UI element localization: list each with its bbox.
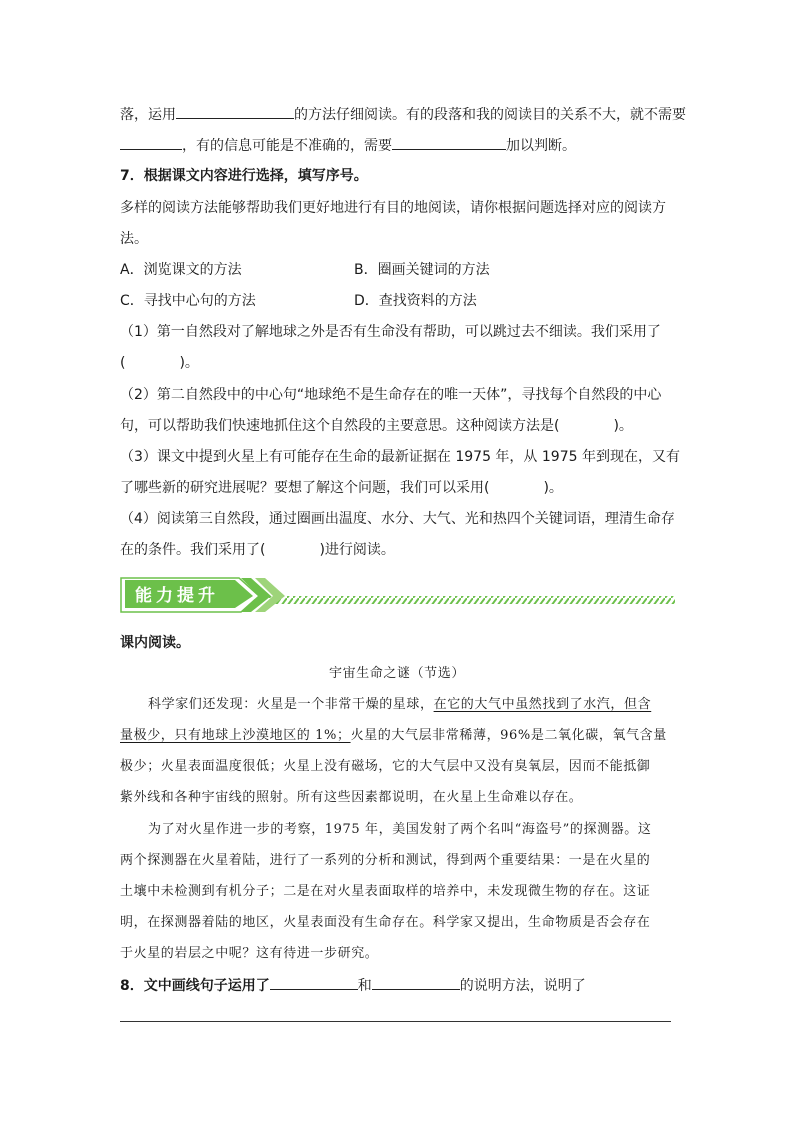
passage-p2-line-4: 明，在探测器着陆的地区，火星表面没有生命存在。科学家又提出，生命物质是否会存在 (120, 915, 651, 930)
text: 的方法仔细阅读。有的段落和我的阅读目的关系不大，就不需要 (294, 107, 686, 123)
q7-sub4-line-2 (120, 540, 395, 560)
q7-sub2-line-1: （2）第二自然段中的中心句“地球绝不是生命存在的唯一天体”，寻找每个自然段的中心 (120, 387, 662, 403)
text: )。 (543, 480, 563, 496)
option-c: C．寻找中心句的方法 (120, 293, 256, 309)
text: 和 (357, 978, 372, 994)
option-d: D．查找资料的方法 (354, 293, 477, 309)
top-para-line-1 (120, 104, 686, 125)
passage-p1-line-2 (120, 726, 667, 746)
passage-p1-line-1 (148, 695, 651, 715)
reading-label: 课内阅读。 (120, 635, 190, 651)
text: )。 (613, 418, 633, 434)
passage-p2-line-3: 土壤中未检测到有机分子；二是在对火星表面取样的培养中，未发现微生物的存在。这证 (120, 884, 651, 899)
option-a: A．浏览课文的方法 (120, 262, 242, 278)
q7-sub3-line-1: （3）课文中提到火星上有可能存在生命的最新证据在 1975 年，从 1975 年到现在，又有 (120, 449, 680, 465)
q7-option-row-1 (120, 260, 242, 280)
text: 的说明方法，说明了 (459, 978, 586, 994)
answer-line[interactable] (120, 1021, 671, 1022)
banner-title: 能力提升 (135, 586, 219, 606)
q7-title: 7．根据课文内容进行选择，填写序号。 (120, 168, 368, 184)
text: )。 (179, 355, 199, 371)
passage-title: 宇宙生命之谜（节选） (328, 666, 465, 681)
text: 火星的大气层非常稀薄，96%是二氧化碳，氧气含量 (350, 728, 667, 743)
q7-sub3-line-2 (120, 478, 563, 498)
text: 8．文中画线句子运用了 (120, 978, 270, 994)
fill-blank[interactable] (372, 975, 460, 990)
fill-blank[interactable] (392, 135, 506, 150)
text: 落，运用 (120, 107, 176, 123)
passage-p2-line-5: 于火星的岩层之中呢？这有待进一步研究。 (120, 946, 379, 961)
text: )进行阅读。 (319, 542, 395, 558)
passage-p2-line-1: 为了对火星作进一步的考察，1975 年，美国发射了两个名叫“海盗号”的探测器。这 (148, 822, 652, 837)
passage-p2-line-2: 两个探测器在火星着陆，进行了一系列的分析和测试，得到两个重要结果：一是在火星的 (120, 853, 651, 868)
underlined-sentence: 在它的大气中虽然找到了水汽，但含 (433, 697, 652, 712)
q7-sub1-line-1: （1）第一自然段对了解地球之外是否有生命没有帮助，可以跳过去不细读。我们采用了 (120, 324, 661, 340)
q7-sub1-line-2 (120, 353, 199, 373)
passage-p1-line-3: 极少；火星表面温度很低；火星上没有磁场，它的大气层中又没有臭氧层，因而不能抵御 (120, 759, 651, 774)
fill-blank[interactable] (270, 975, 358, 990)
text: 了哪些新的研究进展呢？要想了解这个问题，我们可以采用( (120, 480, 490, 496)
banner-graphic (119, 574, 679, 614)
striped-rule (269, 596, 675, 604)
top-para-line-2 (120, 135, 576, 156)
q7-sub4-line-1: （4）阅读第三自然段，通过圈画出温度、水分、大气、光和热四个关键词语，理清生命存 (120, 511, 675, 527)
text: 在的条件。我们采用了( (120, 542, 266, 558)
q7-intro-line-2: 法。 (120, 231, 148, 247)
text: ，有的信息可能是不准确的，需要 (182, 138, 392, 154)
text: 句，可以帮助我们快速地抓住这个自然段的主要意思。这种阅读方法是( (120, 418, 560, 434)
text: 加以判断。 (506, 138, 576, 154)
option-b: B．圈画关键词的方法 (354, 262, 490, 278)
passage-p1-line-4: 紫外线和各种宇宙线的照射。所有这些因素都说明，在火星上生命难以存在。 (120, 790, 583, 805)
underlined-sentence: 量极少，只有地球上沙漠地区的 1%； (120, 728, 351, 743)
section-banner (119, 574, 679, 614)
q8-line (120, 975, 586, 996)
q7-intro-line-1: 多样的阅读方法能够帮助我们更好地进行有目的地阅读，请你根据问题选择对应的阅读方 (120, 200, 666, 216)
fill-blank[interactable] (120, 135, 182, 150)
fill-blank[interactable] (176, 104, 294, 119)
text: ( (120, 355, 126, 371)
q7-sub2-line-2 (120, 416, 633, 436)
text: 科学家们还发现：火星是一个非常干燥的星球， (148, 697, 434, 712)
